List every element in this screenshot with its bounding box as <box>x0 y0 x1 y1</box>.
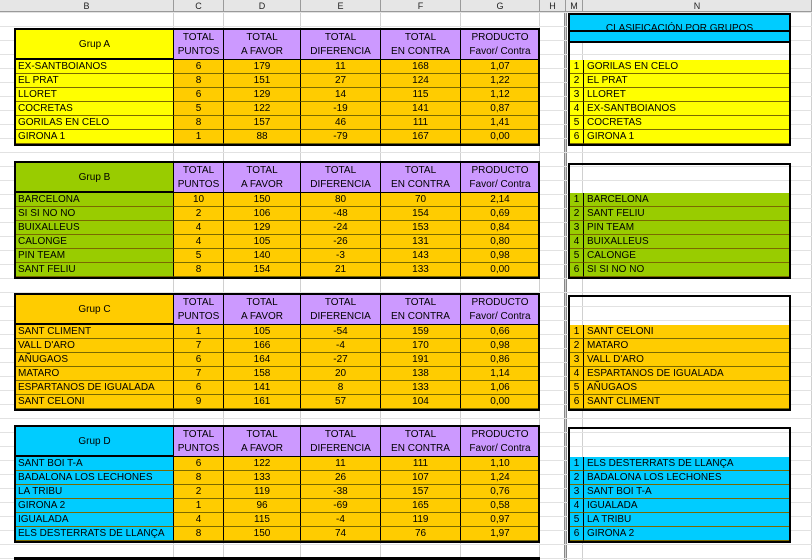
column-label-total-contra <box>381 425 461 457</box>
stat-cell-dif[interactable]: 11 <box>301 60 381 74</box>
column-header-h[interactable]: H <box>540 0 566 12</box>
stat-cell-puntos[interactable]: 1 <box>174 499 224 513</box>
stat-cell-contra[interactable]: 104 <box>381 395 461 409</box>
ranking-team-name[interactable]: LLORET <box>584 88 791 102</box>
column-label-line: TOTAL <box>404 297 437 308</box>
ranking-team-name[interactable]: AÑUGAOS <box>584 381 791 395</box>
stat-cell-puntos[interactable]: 6 <box>174 457 224 471</box>
stat-cell-puntos[interactable]: 1 <box>174 130 224 144</box>
team-name-cell[interactable]: BUIXALLEUS <box>14 221 174 235</box>
stat-cell-puntos[interactable]: 10 <box>174 193 224 207</box>
team-name-cell[interactable]: EX-SANTBOIANOS <box>14 60 174 74</box>
stat-cell-puntos[interactable]: 4 <box>174 513 224 527</box>
rank-number[interactable]: 6 <box>568 263 584 277</box>
stat-cell-favor[interactable]: 150 <box>224 193 301 207</box>
column-label-total-contra <box>381 161 461 193</box>
ranking-team-name[interactable]: BARCELONA <box>584 193 791 207</box>
team-name-cell[interactable]: ESPARTANOS DE IGUALADA <box>14 381 174 395</box>
stat-cell-contra[interactable]: 167 <box>381 130 461 144</box>
stat-cell-favor[interactable]: 106 <box>224 207 301 221</box>
rank-number[interactable]: 2 <box>568 471 584 485</box>
column-label-line: DIFERENCIA <box>310 311 371 322</box>
ranking-team-name[interactable]: MATARO <box>584 339 791 353</box>
stat-cell-dif[interactable]: 8 <box>301 381 381 395</box>
stat-cell-prod[interactable]: 0,98 <box>461 339 540 353</box>
column-label-total-contra <box>381 28 461 60</box>
column-label-line: DIFERENCIA <box>310 179 371 190</box>
stat-cell-contra[interactable]: 191 <box>381 353 461 367</box>
stat-cell-favor[interactable]: 158 <box>224 367 301 381</box>
stat-cell-favor[interactable]: 133 <box>224 471 301 485</box>
stat-cell-puntos[interactable]: 2 <box>174 207 224 221</box>
stat-cell-prod[interactable]: 0,00 <box>461 130 540 144</box>
column-label-total-diferencia <box>301 161 381 193</box>
stat-cell-prod[interactable]: 0,58 <box>461 499 540 513</box>
team-name-cell[interactable]: MATARO <box>14 367 174 381</box>
ranking-team-name[interactable]: LA TRIBU <box>584 513 791 527</box>
team-name-cell[interactable]: BADALONA LOS LECHONES <box>14 471 174 485</box>
stat-cell-contra[interactable]: 154 <box>381 207 461 221</box>
stat-cell-favor[interactable]: 157 <box>224 116 301 130</box>
column-label-total-contra <box>381 293 461 325</box>
stat-cell-favor[interactable]: 154 <box>224 263 301 277</box>
rank-number[interactable]: 4 <box>568 367 584 381</box>
column-label-line: A FAVOR <box>240 46 284 57</box>
stat-cell-prod[interactable]: 0,00 <box>461 263 540 277</box>
rank-number[interactable]: 4 <box>568 235 584 249</box>
stat-cell-dif[interactable]: 74 <box>301 527 381 541</box>
stat-cell-dif[interactable]: -48 <box>301 207 381 221</box>
stat-cell-favor[interactable]: 96 <box>224 499 301 513</box>
stat-cell-dif[interactable]: -54 <box>301 325 381 339</box>
ranking-team-name[interactable]: SANT CLIMENT <box>584 395 791 409</box>
stat-cell-favor[interactable]: 179 <box>224 60 301 74</box>
team-name-cell[interactable]: PIN TEAM <box>14 249 174 263</box>
stat-cell-contra[interactable]: 141 <box>381 102 461 116</box>
ranking-team-name[interactable]: ELS DESTERRATS DE LLANÇA <box>584 457 791 471</box>
column-label-total-favor <box>224 293 301 325</box>
stat-cell-favor[interactable]: 129 <box>224 88 301 102</box>
stat-cell-prod[interactable]: 0,86 <box>461 353 540 367</box>
rank-number[interactable]: 3 <box>568 353 584 367</box>
column-label-line: Favor/ Contra <box>469 311 531 322</box>
stat-cell-dif[interactable]: -79 <box>301 130 381 144</box>
column-label-total-diferencia <box>301 28 381 60</box>
column-label-total-diferencia <box>301 293 381 325</box>
team-name-cell[interactable]: IGUALADA <box>14 513 174 527</box>
stat-cell-puntos[interactable]: 6 <box>174 88 224 102</box>
column-label-line: DIFERENCIA <box>310 46 371 57</box>
stat-cell-favor[interactable]: 105 <box>224 235 301 249</box>
stat-cell-puntos[interactable]: 8 <box>174 116 224 130</box>
group-title-1[interactable]: Grup A <box>14 28 174 60</box>
column-label-total-puntos <box>174 161 224 193</box>
stat-cell-prod[interactable]: 1,10 <box>461 457 540 471</box>
ranking-team-name[interactable]: VALL D'ARO <box>584 353 791 367</box>
stat-cell-contra[interactable]: 157 <box>381 485 461 499</box>
team-name-cell[interactable]: SI SI NO NO <box>14 207 174 221</box>
column-label-line: A FAVOR <box>240 443 284 454</box>
stat-cell-dif[interactable]: -24 <box>301 221 381 235</box>
stat-cell-puntos[interactable]: 4 <box>174 235 224 249</box>
stat-cell-puntos[interactable]: 8 <box>174 74 224 88</box>
stat-cell-puntos[interactable]: 6 <box>174 353 224 367</box>
column-label-line: EN CONTRA <box>391 443 450 454</box>
stat-cell-prod[interactable]: 0,97 <box>461 513 540 527</box>
stat-cell-prod[interactable]: 0,00 <box>461 395 540 409</box>
column-label-line: TOTAL <box>404 165 437 176</box>
ranking-team-name[interactable]: COCRETAS <box>584 116 791 130</box>
grid-row-line <box>0 278 812 279</box>
stat-cell-contra[interactable]: 165 <box>381 499 461 513</box>
stat-cell-prod[interactable]: 0,98 <box>461 249 540 263</box>
classification-title: CLASIFICACIÓN POR GRUPOS <box>568 13 791 43</box>
stat-cell-favor[interactable]: 122 <box>224 457 301 471</box>
stat-cell-contra[interactable]: 111 <box>381 116 461 130</box>
stat-cell-dif[interactable]: -4 <box>301 513 381 527</box>
column-label-total-favor <box>224 28 301 60</box>
column-header-d[interactable]: D <box>224 0 301 12</box>
stat-cell-puntos[interactable]: 9 <box>174 395 224 409</box>
column-label-line: Favor/ Contra <box>469 179 531 190</box>
team-name-cell[interactable]: GIRONA 1 <box>14 130 174 144</box>
rank-number[interactable]: 4 <box>568 102 584 116</box>
column-label-line: Favor/ Contra <box>469 46 531 57</box>
stat-cell-contra[interactable]: 168 <box>381 60 461 74</box>
column-label-producto <box>461 28 540 60</box>
column-label-line: PUNTOS <box>177 46 220 57</box>
team-name-cell[interactable]: LLORET <box>14 88 174 102</box>
stat-cell-dif[interactable]: -19 <box>301 102 381 116</box>
stat-cell-dif[interactable]: -4 <box>301 339 381 353</box>
column-label-total-puntos <box>174 425 224 457</box>
column-header-e[interactable]: E <box>301 0 381 12</box>
stat-cell-puntos[interactable]: 8 <box>174 527 224 541</box>
ranking-team-name[interactable]: ESPARTANOS DE IGUALADA <box>584 367 791 381</box>
stat-cell-contra[interactable]: 131 <box>381 235 461 249</box>
team-name-cell[interactable]: COCRETAS <box>14 102 174 116</box>
stat-cell-favor[interactable]: 151 <box>224 74 301 88</box>
stat-cell-dif[interactable]: 21 <box>301 263 381 277</box>
stat-cell-puntos[interactable]: 2 <box>174 485 224 499</box>
stat-cell-contra[interactable]: 111 <box>381 457 461 471</box>
column-label-line: EN CONTRA <box>391 46 450 57</box>
column-label-producto <box>461 161 540 193</box>
stat-cell-favor[interactable]: 164 <box>224 353 301 367</box>
grid-column-line <box>565 12 566 560</box>
column-label-line: TOTAL <box>182 429 215 440</box>
stat-cell-prod[interactable]: 1,07 <box>461 60 540 74</box>
stat-cell-dif[interactable]: -27 <box>301 353 381 367</box>
column-label-line: Favor/ Contra <box>469 443 531 454</box>
stat-cell-contra[interactable]: 159 <box>381 325 461 339</box>
grid-row-line <box>0 418 812 419</box>
column-label-total-diferencia <box>301 425 381 457</box>
team-name-cell[interactable]: ELS DESTERRATS DE LLANÇA <box>14 527 174 541</box>
ranking-team-name[interactable]: GORILAS EN CELO <box>584 60 791 74</box>
stat-cell-contra[interactable]: 133 <box>381 381 461 395</box>
stat-cell-prod[interactable]: 0,87 <box>461 102 540 116</box>
stat-cell-puntos[interactable]: 8 <box>174 263 224 277</box>
column-label-total-puntos <box>174 28 224 60</box>
ranking-team-name[interactable]: SANT CELONI <box>584 325 791 339</box>
stat-cell-contra[interactable]: 170 <box>381 339 461 353</box>
rank-number[interactable]: 3 <box>568 485 584 499</box>
team-name-cell[interactable]: SANT FELIU <box>14 263 174 277</box>
stat-cell-favor[interactable]: 140 <box>224 249 301 263</box>
stat-cell-favor[interactable]: 150 <box>224 527 301 541</box>
ranking-team-name[interactable]: BUIXALLEUS <box>584 235 791 249</box>
stat-cell-prod[interactable]: 1,22 <box>461 74 540 88</box>
stat-cell-dif[interactable]: -3 <box>301 249 381 263</box>
rank-number[interactable]: 2 <box>568 207 584 221</box>
stat-cell-puntos[interactable]: 7 <box>174 367 224 381</box>
rank-number[interactable]: 3 <box>568 221 584 235</box>
stat-cell-prod[interactable]: 1,41 <box>461 116 540 130</box>
rank-number[interactable]: 1 <box>568 60 584 74</box>
rank-number[interactable]: 1 <box>568 457 584 471</box>
ranking-team-name[interactable]: EL PRAT <box>584 74 791 88</box>
ranking-team-name[interactable]: GIRONA 2 <box>584 527 791 541</box>
column-header-c[interactable]: C <box>174 0 224 12</box>
rank-number[interactable]: 4 <box>568 499 584 513</box>
column-label-line: TOTAL <box>246 429 278 440</box>
stat-cell-puntos[interactable]: 6 <box>174 381 224 395</box>
team-name-cell[interactable]: SANT BOI T-A <box>14 457 174 471</box>
column-label-line: PRODUCTO <box>471 429 529 440</box>
rank-number[interactable]: 5 <box>568 116 584 130</box>
column-label-line: PUNTOS <box>177 311 220 322</box>
column-label-total-puntos <box>174 293 224 325</box>
column-header-n[interactable]: N <box>583 0 812 12</box>
stat-cell-favor[interactable]: 115 <box>224 513 301 527</box>
stat-cell-contra[interactable]: 76 <box>381 527 461 541</box>
rank-number[interactable]: 6 <box>568 395 584 409</box>
stat-cell-contra[interactable]: 133 <box>381 263 461 277</box>
stat-cell-dif[interactable]: 57 <box>301 395 381 409</box>
ranking-team-name[interactable]: EX-SANTBOIANOS <box>584 102 791 116</box>
column-label-line: PUNTOS <box>177 443 220 454</box>
column-label-producto <box>461 293 540 325</box>
stat-cell-favor[interactable]: 161 <box>224 395 301 409</box>
stat-cell-puntos[interactable]: 5 <box>174 102 224 116</box>
grid-row-line <box>0 544 812 545</box>
team-name-cell[interactable]: LA TRIBU <box>14 485 174 499</box>
stat-cell-favor[interactable]: 119 <box>224 485 301 499</box>
column-label-line: TOTAL <box>182 165 215 176</box>
ranking-team-name[interactable]: SANT FELIU <box>584 207 791 221</box>
ranking-team-name[interactable]: GIRONA 1 <box>584 130 791 144</box>
stat-cell-dif[interactable]: 26 <box>301 471 381 485</box>
column-label-line: A FAVOR <box>240 179 284 190</box>
stat-cell-favor[interactable]: 122 <box>224 102 301 116</box>
column-label-line: PRODUCTO <box>471 297 529 308</box>
column-label-line: DIFERENCIA <box>310 443 371 454</box>
column-label-line: TOTAL <box>324 429 357 440</box>
column-label-producto <box>461 425 540 457</box>
column-label-line: EN CONTRA <box>391 311 450 322</box>
group-title-4[interactable]: Grup D <box>14 425 174 457</box>
stat-cell-prod[interactable]: 1,97 <box>461 527 540 541</box>
stat-cell-dif[interactable]: 14 <box>301 88 381 102</box>
stat-cell-prod[interactable]: 1,14 <box>461 367 540 381</box>
rank-number[interactable]: 5 <box>568 249 584 263</box>
rank-number[interactable]: 5 <box>568 513 584 527</box>
stat-cell-dif[interactable]: 80 <box>301 193 381 207</box>
rank-number[interactable]: 2 <box>568 339 584 353</box>
team-name-cell[interactable]: EL PRAT <box>14 74 174 88</box>
stat-cell-favor[interactable]: 129 <box>224 221 301 235</box>
ranking-team-name[interactable]: PIN TEAM <box>584 221 791 235</box>
column-header-m[interactable]: M <box>566 0 583 12</box>
stat-cell-dif[interactable]: 46 <box>301 116 381 130</box>
column-header-b[interactable]: B <box>0 0 174 12</box>
team-name-cell[interactable]: VALL D'ARO <box>14 339 174 353</box>
column-label-line: TOTAL <box>246 297 278 308</box>
team-name-cell[interactable]: BARCELONA <box>14 193 174 207</box>
column-label-line: A FAVOR <box>240 311 284 322</box>
column-header-f[interactable]: F <box>381 0 461 12</box>
stat-cell-dif[interactable]: 20 <box>301 367 381 381</box>
column-label-line: TOTAL <box>182 32 215 43</box>
rank-number[interactable]: 6 <box>568 130 584 144</box>
rank-number[interactable]: 2 <box>568 74 584 88</box>
column-label-line: TOTAL <box>246 165 278 176</box>
column-label-total-favor <box>224 161 301 193</box>
rank-number[interactable]: 1 <box>568 325 584 339</box>
column-label-line: TOTAL <box>246 32 278 43</box>
column-label-line: PRODUCTO <box>471 32 529 43</box>
column-label-line: EN CONTRA <box>391 179 450 190</box>
stat-cell-prod[interactable]: 0,66 <box>461 325 540 339</box>
stat-cell-contra[interactable]: 143 <box>381 249 461 263</box>
stat-cell-puntos[interactable]: 1 <box>174 325 224 339</box>
stat-cell-favor[interactable]: 105 <box>224 325 301 339</box>
rank-number[interactable]: 5 <box>568 381 584 395</box>
stat-cell-dif[interactable]: -38 <box>301 485 381 499</box>
stat-cell-contra[interactable]: 124 <box>381 74 461 88</box>
stat-cell-dif[interactable]: -69 <box>301 499 381 513</box>
stat-cell-prod[interactable]: 1,12 <box>461 88 540 102</box>
column-label-line: TOTAL <box>324 297 357 308</box>
team-name-cell[interactable]: GIRONA 2 <box>14 499 174 513</box>
team-name-cell[interactable]: GORILAS EN CELO <box>14 116 174 130</box>
stat-cell-favor[interactable]: 166 <box>224 339 301 353</box>
rank-number[interactable]: 6 <box>568 527 584 541</box>
column-label-line: TOTAL <box>324 165 357 176</box>
stat-cell-dif[interactable]: 11 <box>301 457 381 471</box>
team-name-cell[interactable]: AÑUGAOS <box>14 353 174 367</box>
stat-cell-puntos[interactable]: 4 <box>174 221 224 235</box>
column-label-line: TOTAL <box>404 32 437 43</box>
column-label-total-favor <box>224 425 301 457</box>
column-label-line: TOTAL <box>182 297 215 308</box>
stat-cell-prod[interactable]: 0,69 <box>461 207 540 221</box>
stat-cell-prod[interactable]: 1,24 <box>461 471 540 485</box>
team-name-cell[interactable]: SANT CELONI <box>14 395 174 409</box>
stat-cell-puntos[interactable]: 7 <box>174 339 224 353</box>
stat-cell-prod[interactable]: 2,14 <box>461 193 540 207</box>
stat-cell-puntos[interactable]: 6 <box>174 60 224 74</box>
ranking-team-name[interactable]: IGUALADA <box>584 499 791 513</box>
team-name-cell[interactable]: CALONGE <box>14 235 174 249</box>
ranking-team-name[interactable]: BADALONA LOS LECHONES <box>584 471 791 485</box>
stat-cell-contra[interactable]: 153 <box>381 221 461 235</box>
ranking-team-name[interactable]: CALONGE <box>584 249 791 263</box>
column-label-line: TOTAL <box>404 429 437 440</box>
stat-cell-puntos[interactable]: 5 <box>174 249 224 263</box>
stat-cell-prod[interactable]: 0,80 <box>461 235 540 249</box>
column-label-line: PRODUCTO <box>471 165 529 176</box>
stat-cell-contra[interactable]: 138 <box>381 367 461 381</box>
column-label-line: TOTAL <box>324 32 357 43</box>
rank-number[interactable]: 1 <box>568 193 584 207</box>
column-header-g[interactable]: G <box>461 0 540 12</box>
stat-cell-contra[interactable]: 107 <box>381 471 461 485</box>
team-name-cell[interactable]: SANT CLIMENT <box>14 325 174 339</box>
group-title-2[interactable]: Grup B <box>14 161 174 193</box>
rank-number[interactable]: 3 <box>568 88 584 102</box>
group-title-3[interactable]: Grup C <box>14 293 174 325</box>
stat-cell-contra[interactable]: 119 <box>381 513 461 527</box>
stat-cell-dif[interactable]: 27 <box>301 74 381 88</box>
stat-cell-puntos[interactable]: 8 <box>174 471 224 485</box>
column-label-line: PUNTOS <box>177 179 220 190</box>
grid-row-line <box>0 152 812 153</box>
stat-cell-prod[interactable]: 0,84 <box>461 221 540 235</box>
ranking-team-name[interactable]: SANT BOI T-A <box>584 485 791 499</box>
stat-cell-contra[interactable]: 70 <box>381 193 461 207</box>
stat-cell-favor[interactable]: 88 <box>224 130 301 144</box>
stat-cell-contra[interactable]: 115 <box>381 88 461 102</box>
stat-cell-prod[interactable]: 0,76 <box>461 485 540 499</box>
stat-cell-prod[interactable]: 1,06 <box>461 381 540 395</box>
ranking-team-name[interactable]: SI SI NO NO <box>584 263 791 277</box>
stat-cell-dif[interactable]: -26 <box>301 235 381 249</box>
stat-cell-favor[interactable]: 141 <box>224 381 301 395</box>
